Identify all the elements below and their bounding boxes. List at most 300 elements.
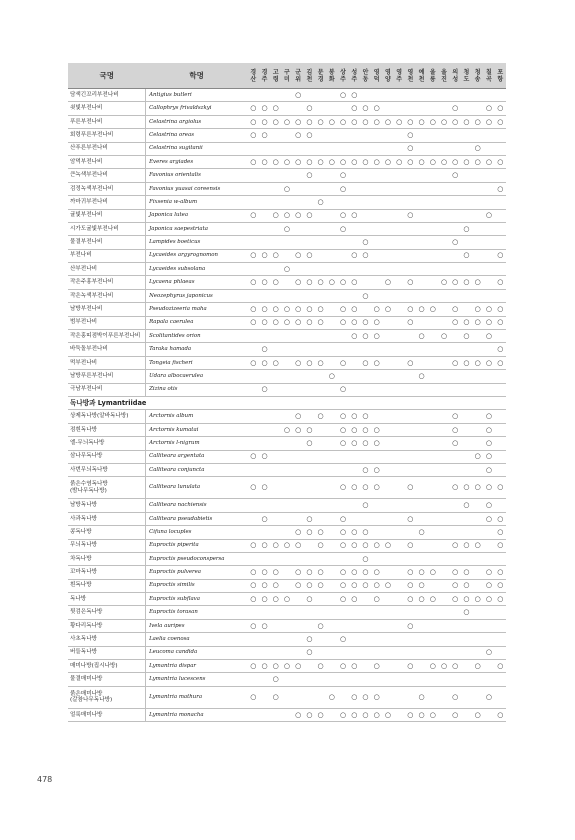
presence-cell [394,129,405,142]
table-row [68,673,506,686]
presence-cell [461,89,472,102]
table-row [68,686,506,708]
presence-cell [438,499,449,512]
presence-cell: ○ [349,593,360,606]
presence-cell [304,182,315,195]
presence-cell [416,646,427,659]
presence-cell [438,477,449,499]
presence-cell [248,222,259,235]
presence-cell [394,102,405,115]
presence-cell [349,512,360,525]
presence-cell: ○ [360,463,371,476]
presence-cell: ○ [281,115,292,128]
presence-cell [281,356,292,369]
presence-cell [337,552,348,565]
presence-cell [427,102,438,115]
presence-cell [438,89,449,102]
presence-cell [394,673,405,686]
presence-cell [315,182,326,195]
header-region-char: 릉 [429,75,436,83]
presence-cell: ○ [371,593,382,606]
presence-cell: ○ [259,276,270,289]
presence-cell [270,236,281,249]
presence-cell [450,673,461,686]
presence-cell [293,512,304,525]
presence-cell [349,129,360,142]
presence-cell [281,579,292,592]
presence-cell: ○ [461,249,472,262]
presence-cell [360,619,371,632]
presence-cell [427,552,438,565]
presence-cell: ○ [248,477,259,499]
presence-cell [427,330,438,343]
presence-cell [270,343,281,356]
presence-cell: ○ [337,356,348,369]
header-region [248,63,259,89]
presence-cell [382,249,393,262]
presence-cell [394,633,405,646]
presence-cell: ○ [371,708,382,721]
header-region [360,63,371,89]
presence-cell [416,552,427,565]
presence-cell [472,423,483,436]
presence-cell [315,263,326,276]
presence-cell [360,606,371,619]
table-row [68,129,506,142]
presence-cell [461,343,472,356]
presence-cell [394,423,405,436]
presence-cell: ○ [326,686,337,708]
header-region-char: 영 [385,68,391,76]
presence-cell: ○ [337,209,348,222]
presence-cell [438,303,449,316]
presence-cell [304,236,315,249]
presence-cell: ○ [360,526,371,539]
presence-cell [293,437,304,450]
presence-cell [495,552,507,565]
presence-cell: ○ [349,303,360,316]
korean-name-cell [68,169,146,182]
presence-cell [382,263,393,276]
presence-cell [472,410,483,423]
presence-cell [293,383,304,396]
presence-cell [270,182,281,195]
presence-cell [438,579,449,592]
scientific-name-cell: Lampides boeticus [146,236,248,249]
presence-cell: ○ [337,593,348,606]
presence-cell: ○ [315,660,326,673]
table-row [68,196,506,209]
presence-cell: ○ [483,499,494,512]
presence-cell [248,263,259,276]
presence-cell [349,142,360,155]
korean-name-text: 큰녹색부전나비 [70,172,108,179]
presence-cell: ○ [461,499,472,512]
header-region [349,63,360,89]
presence-cell [427,463,438,476]
presence-cell [461,410,472,423]
presence-cell [270,477,281,499]
korean-name-text: 푸른부전나비 [70,118,103,125]
presence-cell [483,633,494,646]
presence-cell [248,708,259,721]
header-region-char: 천 [306,75,313,83]
presence-cell: ○ [360,566,371,579]
presence-cell: ○ [304,102,315,115]
presence-cell [315,686,326,708]
presence-cell [259,463,270,476]
species-distribution-table [68,63,506,722]
presence-cell [337,686,348,708]
korean-name-text: 상제독나방(알바독나방) [70,413,129,420]
header-region-char: 미 [284,75,290,83]
presence-cell: ○ [483,410,494,423]
presence-cell: ○ [472,303,483,316]
scientific-name-cell: Taraka hamada [146,343,248,356]
presence-cell [371,236,382,249]
presence-cell [483,708,494,721]
presence-cell: ○ [483,155,494,168]
presence-cell: ○ [405,209,416,222]
korean-name-cell [68,343,146,356]
presence-cell [427,512,438,525]
presence-cell: ○ [495,539,507,552]
korean-name-text: 까마귀부전나비 [70,198,108,205]
presence-cell [326,196,337,209]
header-region [416,63,427,89]
presence-cell [259,289,270,302]
presence-cell: ○ [293,209,304,222]
presence-cell [248,182,259,195]
presence-cell [450,383,461,396]
presence-cell [248,512,259,525]
korean-name-text: 시가도귤빛부전나비 [70,225,119,232]
presence-cell [450,370,461,383]
presence-cell [371,209,382,222]
presence-cell [259,423,270,436]
presence-cell [248,673,259,686]
presence-cell [281,383,292,396]
presence-cell [281,633,292,646]
presence-cell [394,552,405,565]
korean-name-cell [68,512,146,525]
presence-cell [259,633,270,646]
presence-cell [427,222,438,235]
presence-cell [371,182,382,195]
presence-cell [472,463,483,476]
korean-name-text: 작은주홍부전나비 [70,279,114,286]
presence-cell: ○ [304,115,315,128]
presence-cell: ○ [360,236,371,249]
presence-cell: ○ [461,539,472,552]
header-region [382,63,393,89]
presence-cell: ○ [304,437,315,450]
presence-cell [259,708,270,721]
scientific-name-cell: Rapala caerulea [146,316,248,329]
presence-cell [394,356,405,369]
presence-cell [450,129,461,142]
presence-cell: ○ [461,477,472,499]
presence-cell: ○ [304,303,315,316]
presence-cell [270,526,281,539]
presence-cell [450,619,461,632]
presence-cell: ○ [337,222,348,235]
presence-cell [394,512,405,525]
presence-cell [483,142,494,155]
presence-cell [337,196,348,209]
presence-cell [326,566,337,579]
presence-cell: ○ [405,129,416,142]
presence-cell [349,450,360,463]
presence-cell: ○ [371,115,382,128]
table-row [68,708,506,721]
presence-cell [405,222,416,235]
presence-cell [315,343,326,356]
presence-cell [371,169,382,182]
presence-cell [438,539,449,552]
presence-cell [281,129,292,142]
presence-cell: ○ [337,512,348,525]
presence-cell [472,437,483,450]
table-row [68,209,506,222]
scientific-name-cell: Euproctis similis [146,579,248,592]
presence-cell [450,263,461,276]
presence-cell: ○ [450,276,461,289]
presence-cell [438,356,449,369]
header-region-char: 경 [317,75,324,83]
presence-cell [315,142,326,155]
scientific-name-cell: Callophrys frivaldszkyi [146,102,248,115]
korean-name-cell [68,330,146,343]
presence-cell: ○ [450,423,461,436]
table-row [68,115,506,128]
presence-cell: ○ [450,686,461,708]
presence-cell: ○ [259,566,270,579]
presence-cell [270,330,281,343]
presence-cell: ○ [349,249,360,262]
korean-name-text: 부전나비 [70,252,92,259]
presence-cell [405,89,416,102]
presence-cell [382,222,393,235]
presence-cell [248,526,259,539]
korean-name-text: 무늬독나방 [70,542,98,549]
presence-cell: ○ [360,477,371,499]
scientific-name-cell: Lymantria monacha [146,708,248,721]
presence-cell: ○ [405,303,416,316]
presence-cell: ○ [315,539,326,552]
presence-cell [259,169,270,182]
korean-name-text: 담색긴꼬리부전나비 [70,91,119,98]
section-title: 독나방과 Lymantriidae [68,396,506,409]
table-row [68,477,506,499]
presence-cell [281,646,292,659]
presence-cell: ○ [371,155,382,168]
presence-cell [416,169,427,182]
presence-cell: ○ [304,155,315,168]
presence-cell [248,89,259,102]
presence-cell [259,209,270,222]
presence-cell: ○ [293,316,304,329]
presence-cell [349,263,360,276]
presence-cell [315,169,326,182]
presence-cell [394,209,405,222]
presence-cell: ○ [394,115,405,128]
presence-cell: ○ [405,115,416,128]
presence-cell: ○ [483,102,494,115]
presence-cell [427,316,438,329]
presence-cell [416,316,427,329]
presence-cell [248,552,259,565]
page-number: 478 [37,775,53,784]
presence-cell: ○ [461,115,472,128]
presence-cell [293,552,304,565]
presence-cell: ○ [304,708,315,721]
korean-name-text: 쇳빛부전나비 [70,105,103,112]
presence-cell [270,463,281,476]
presence-cell [304,222,315,235]
header-region-char: 안 [362,68,369,76]
presence-cell [293,263,304,276]
korean-name-text: 남방푸른부전나비 [70,373,114,379]
presence-cell [360,263,371,276]
scientific-name-cell: Lymantria dispar [146,660,248,673]
presence-cell [461,383,472,396]
presence-cell [438,512,449,525]
presence-cell [281,249,292,262]
presence-cell [427,686,438,708]
header-region-char: 경 [261,68,268,76]
korean-name-cell [68,450,146,463]
presence-cell: ○ [293,410,304,423]
header-region-char: 포 [497,68,504,76]
korean-name-cell [68,155,146,168]
presence-cell [450,182,461,195]
presence-cell: ○ [337,182,348,195]
presence-cell [495,450,507,463]
header-region [461,63,472,89]
presence-cell [382,370,393,383]
header-region [293,63,304,89]
presence-cell [427,499,438,512]
presence-cell: ○ [281,263,292,276]
presence-cell [450,646,461,659]
presence-cell: ○ [337,437,348,450]
presence-cell [248,437,259,450]
presence-cell [416,222,427,235]
header-region [337,63,348,89]
presence-cell [405,450,416,463]
table-row [68,236,506,249]
presence-cell: ○ [304,526,315,539]
presence-cell [382,236,393,249]
presence-cell: ○ [337,155,348,168]
presence-cell [416,410,427,423]
presence-cell: ○ [304,249,315,262]
presence-cell [461,512,472,525]
presence-cell: ○ [371,477,382,499]
presence-cell [394,708,405,721]
presence-cell: ○ [371,660,382,673]
presence-cell: ○ [382,155,393,168]
presence-cell: ○ [371,566,382,579]
presence-cell [495,169,507,182]
presence-cell: ○ [270,356,281,369]
presence-cell: ○ [472,142,483,155]
presence-cell [394,686,405,708]
presence-cell [405,463,416,476]
presence-cell [326,539,337,552]
presence-cell [394,370,405,383]
table-row [68,316,506,329]
presence-cell [394,463,405,476]
presence-cell: ○ [304,356,315,369]
presence-cell: ○ [360,316,371,329]
presence-cell: ○ [405,579,416,592]
presence-cell: ○ [337,316,348,329]
presence-cell: ○ [360,539,371,552]
korean-name-cell [68,410,146,423]
scientific-name-cell: Lymantria mathura [146,686,248,708]
presence-cell: ○ [495,316,507,329]
presence-cell: ○ [349,410,360,423]
presence-cell: ○ [483,437,494,450]
korean-name-cell [68,437,146,450]
scientific-name-cell: Favonius yuasai coreensis [146,182,248,195]
scientific-name-cell: Lymantria lucescens [146,673,248,686]
presence-cell [326,142,337,155]
presence-cell [461,370,472,383]
presence-cell: ○ [382,579,393,592]
presence-cell [495,142,507,155]
scientific-name-cell: Laelia coenosa [146,633,248,646]
korean-name-text: 회령푸른부전나비 [70,131,114,138]
header-region-char: 동 [362,75,369,83]
presence-cell [495,437,507,450]
presence-cell [259,686,270,708]
header-region-char: 도 [463,75,470,83]
presence-cell: ○ [483,209,494,222]
presence-cell: ○ [483,423,494,436]
presence-cell [326,450,337,463]
presence-cell [326,619,337,632]
presence-cell: ○ [371,463,382,476]
presence-cell [483,526,494,539]
table-row [68,552,506,565]
presence-cell [483,673,494,686]
presence-cell [281,437,292,450]
presence-cell [438,646,449,659]
presence-cell: ○ [304,169,315,182]
korean-name-cell [68,303,146,316]
presence-cell [394,526,405,539]
table-row [68,370,506,383]
presence-cell [337,142,348,155]
table-row [68,499,506,512]
scientific-name-cell: Lycaeides argyrognomon [146,249,248,262]
table-row [68,539,506,552]
presence-cell [416,512,427,525]
presence-cell: ○ [450,410,461,423]
presence-cell: ○ [360,356,371,369]
presence-cell: ○ [450,115,461,128]
presence-cell [461,209,472,222]
presence-cell [281,526,292,539]
presence-cell [371,370,382,383]
presence-cell [337,129,348,142]
presence-cell: ○ [371,316,382,329]
presence-cell [416,289,427,302]
presence-cell [371,89,382,102]
